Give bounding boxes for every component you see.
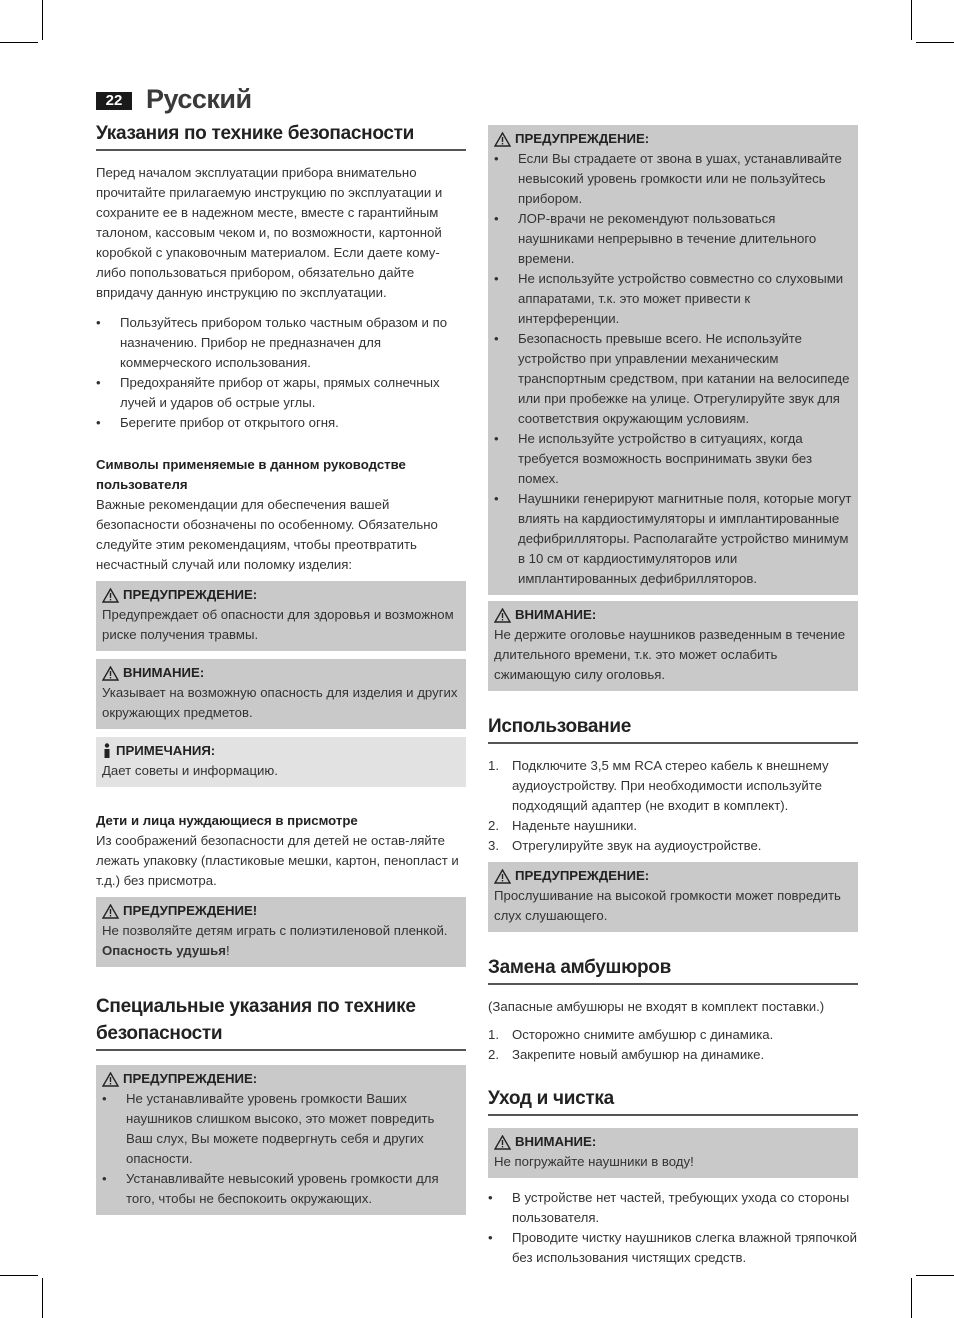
symbols-heading: Символы применяемые в данном руководстве пользователя — [96, 457, 406, 492]
list-item: • Устанавливайте невысокий уровень громкости для того, чтобы не беспокоить окружающих. — [102, 1171, 439, 1206]
list-item: • Пользуйтесь прибором только частным образом и по назначению. Прибор не предназначен для коммерческого использования. — [96, 315, 448, 370]
warning-triangle-icon — [102, 588, 119, 603]
safety-list — [96, 313, 466, 433]
page-number: 22 — [96, 92, 132, 110]
list-item: 3. Отрегулируйте звук на аудиоустройстве. — [488, 838, 762, 853]
info-icon — [102, 743, 112, 759]
box-title: ПРЕДУПРЕЖДЕНИЕ! — [123, 903, 258, 918]
right-column — [488, 125, 858, 1268]
water-caution-box — [488, 1128, 858, 1178]
safety-heading: Указания по технике безопасности — [96, 120, 466, 151]
volume-warning-box — [488, 862, 858, 932]
box-title: ПРЕДУПРЕЖДЕНИЕ: — [123, 1071, 258, 1086]
box-text: Не погружайте наушники в воду! — [494, 1154, 694, 1169]
usage-heading: Использование — [488, 713, 858, 744]
warning-triangle-icon — [494, 132, 511, 147]
warning-box — [96, 581, 466, 651]
box-title: ПРИМЕЧАНИЯ: — [116, 743, 216, 758]
headband-caution-box — [488, 601, 858, 691]
list-item: • Наушники генерируют магнитные поля, которые могут влиять на кардиостимуляторы и имплантированные дефибрилляторы. Располагайте устройство минимум в 10 см от кардиостимуляторов или имплантированных дефибрилляторов. — [494, 491, 852, 586]
box-text: Не позволяйте детям играть с полиэтиленовой пленкой. Опасность удушья! — [102, 923, 448, 958]
list-item: • Предохраняйте прибор от жары, прямых солнечных лучей и ударов об острые углы. — [96, 375, 440, 410]
caution-box — [96, 659, 466, 729]
list-item: • Безопасность превыше всего. Не используйте устройство при управлении механическим транспортным средством, при катании на велосипеде или при пробежке на улице. Отрегулируйте звук для соответствия окружающим условиям. — [494, 331, 850, 426]
ear-pads-steps — [488, 1025, 858, 1065]
list-item: • В устройстве нет частей, требующих ухода со стороны пользователя. — [488, 1190, 850, 1225]
warning-triangle-icon — [494, 608, 511, 623]
warning-triangle-icon — [494, 869, 511, 884]
box-text: Указывает на возможную опасность для изделия и других окружающих предметов. — [102, 685, 458, 720]
box-title: ВНИМАНИЕ: — [515, 1134, 597, 1149]
warning-triangle-icon — [102, 904, 119, 919]
language-title: Русский — [146, 84, 252, 114]
box-title: ПРЕДУПРЕЖДЕНИЕ: — [123, 587, 258, 602]
crop-mark — [911, 1278, 912, 1318]
children-warning-box — [96, 897, 466, 967]
crop-mark — [911, 0, 912, 40]
crop-mark — [0, 42, 38, 43]
list-item: • Не используйте устройство совместно со слуховыми аппаратами, т.к. это может привести к интерференции. — [494, 271, 844, 326]
warning-triangle-icon — [494, 1135, 511, 1150]
care-heading: Уход и чистка — [488, 1085, 858, 1116]
box-text: Дает советы и информацию. — [102, 763, 278, 778]
crop-mark — [916, 1275, 954, 1276]
box-text: Не держите оголовье наушников разведенным в течение длительного времени, т.к. это может ослабить сжимающую силу оголовья. — [494, 627, 846, 682]
note-box — [96, 737, 466, 787]
special-warning-box — [96, 1065, 466, 1215]
list-item: • Проводите чистку наушников слегка влажной тряпочкой без использования чистящих средств. — [488, 1230, 857, 1265]
warning-triangle-icon — [102, 1072, 119, 1087]
box-title: ВНИМАНИЕ: — [123, 665, 205, 680]
box-title: ВНИМАНИЕ: — [515, 607, 597, 622]
crop-mark — [42, 1278, 43, 1318]
box-title: ПРЕДУПРЕЖДЕНИЕ: — [515, 868, 650, 883]
list-item: • Если Вы страдаете от звона в ушах, устанавливайте невысокий уровень громкости или не пользуйтесь прибором. — [494, 151, 842, 206]
suffocation-warning: Опасность удушья — [102, 943, 226, 958]
list-item: • Не используйте устройство в ситуациях, когда требуется возможность воспринимать звуки без помех. — [494, 431, 813, 486]
box-text: Прослушивание на высокой громкости может повредить слух слушающего. — [494, 888, 841, 923]
list-item: • ЛОР-врачи не рекомендуют пользоваться наушниками непрерывно в течение длительного времени. — [494, 211, 817, 266]
ear-pads-note: (Запасные амбушюры не входят в комплект поставки.) — [488, 999, 825, 1014]
special-safety-heading: Специальные указания по технике безопасности — [96, 993, 466, 1051]
crop-mark — [916, 42, 954, 43]
box-title: ПРЕДУПРЕЖДЕНИЕ: — [515, 131, 650, 146]
hearing-warning-box — [488, 125, 858, 595]
usage-steps — [488, 756, 858, 856]
safety-intro: Перед началом эксплуатации прибора внимательно прочитайте прилагаемую инструкцию по эксплуатации и сохраните ее в надежном месте, вместе с гарантийным талоном, кассовым чеком и, по возможности, картонной коробкой с упаковочным материалом. Если даете кому-либо попользоваться прибором, обязательно дайте впридачу данную инструкцию по эксплуатации. — [96, 165, 443, 300]
special-list — [102, 1089, 460, 1209]
list-item: 1. Осторожно снимите амбушюр с динамика. — [488, 1027, 774, 1042]
list-item: 1. Подключите 3,5 мм RCA стерео кабель к внешнему аудиоустройству. При необходимости используйте подходящий адаптер (не входит в комплект). — [488, 758, 829, 813]
list-item: 2. Наденьте наушники. — [488, 818, 637, 833]
care-list — [488, 1188, 858, 1268]
list-item: • Берегите прибор от открытого огня. — [96, 415, 339, 430]
hearing-list — [494, 149, 852, 589]
children-text: Из соображений безопасности для детей не остав-ляйте лежать упаковку (пластиковые мешки, картон, пенопласт и т.д.) без присмотра. — [96, 833, 459, 888]
crop-mark — [42, 0, 43, 40]
list-item: • Не устанавливайте уровень громкости Ваших наушников слишком высоко, это может повредить Ваш слух, Вы можете подвергнуть себя и других опасности. — [102, 1091, 435, 1166]
ear-pads-heading: Замена амбушюров — [488, 954, 858, 985]
children-heading: Дети и лица нуждающиеся в присмотре — [96, 813, 358, 828]
left-column — [96, 120, 466, 1215]
box-text: Предупреждает об опасности для здоровья и возможном риске получения травмы. — [102, 607, 454, 642]
warning-triangle-icon — [102, 666, 119, 681]
list-item: 2. Закрепите новый амбушюр на динамике. — [488, 1047, 765, 1062]
crop-mark — [0, 1275, 38, 1276]
symbols-text: Важные рекомендации для обеспечения вашей безопасности обозначены по особенному. Обязательно следуйте этим рекомендациям, чтобы преотвратить несчастный случай или поломку изделия: — [96, 497, 438, 572]
